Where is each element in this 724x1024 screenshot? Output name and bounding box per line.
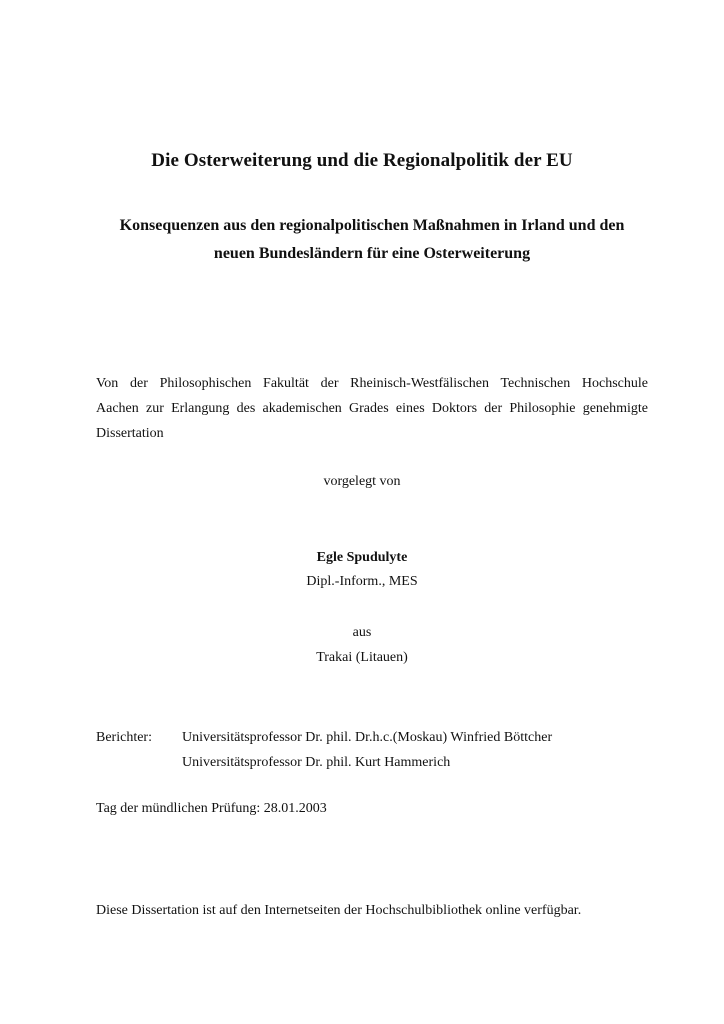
author-origin: Trakai (Litauen) bbox=[316, 650, 408, 665]
dissertation-subtitle bbox=[96, 212, 648, 268]
subtitle-line: Konsequenzen aus den regionalpolitischen Maßnahmen in Irland und den bbox=[119, 217, 625, 234]
referees-label: Berichter: bbox=[96, 730, 152, 745]
presented-by-label: vorgelegt von bbox=[323, 474, 401, 489]
referees-row bbox=[96, 725, 648, 775]
referees-list bbox=[182, 725, 552, 775]
subtitle-line: neuen Bundesländern für eine Osterweiterung bbox=[213, 245, 531, 262]
referee-name: Universitätsprofessor Dr. phil. Dr.h.c.(Moskau) Winfried Böttcher bbox=[182, 730, 553, 745]
referee-name: Universitätsprofessor Dr. phil. Kurt Hammerich bbox=[182, 755, 451, 770]
faculty-statement bbox=[96, 371, 648, 446]
author-name: Egle Spudulyte bbox=[316, 550, 408, 565]
availability-note: Diese Dissertation ist auf den Internetseiten der Hochschulbibliothek online verfügbar. bbox=[96, 903, 582, 918]
dissertation-title: Die Osterweiterung und die Regionalpolitik der EU bbox=[151, 150, 573, 171]
referees-block bbox=[96, 725, 648, 775]
statement-line: Von der Philosophischen Fakultät der Rheinisch-Westfälischen Technischen Hochschule bbox=[96, 376, 648, 391]
statement-line: Aachen zur Erlangung des akademischen Grades eines Doktors der Philosophie genehmigte bbox=[96, 401, 648, 416]
statement-line: Dissertation bbox=[96, 426, 164, 441]
oral-exam-date: Tag der mündlichen Prüfung: 28.01.2003 bbox=[96, 801, 327, 816]
author-degree: Dipl.-Inform., MES bbox=[306, 574, 418, 589]
origin-label: aus bbox=[352, 625, 372, 640]
